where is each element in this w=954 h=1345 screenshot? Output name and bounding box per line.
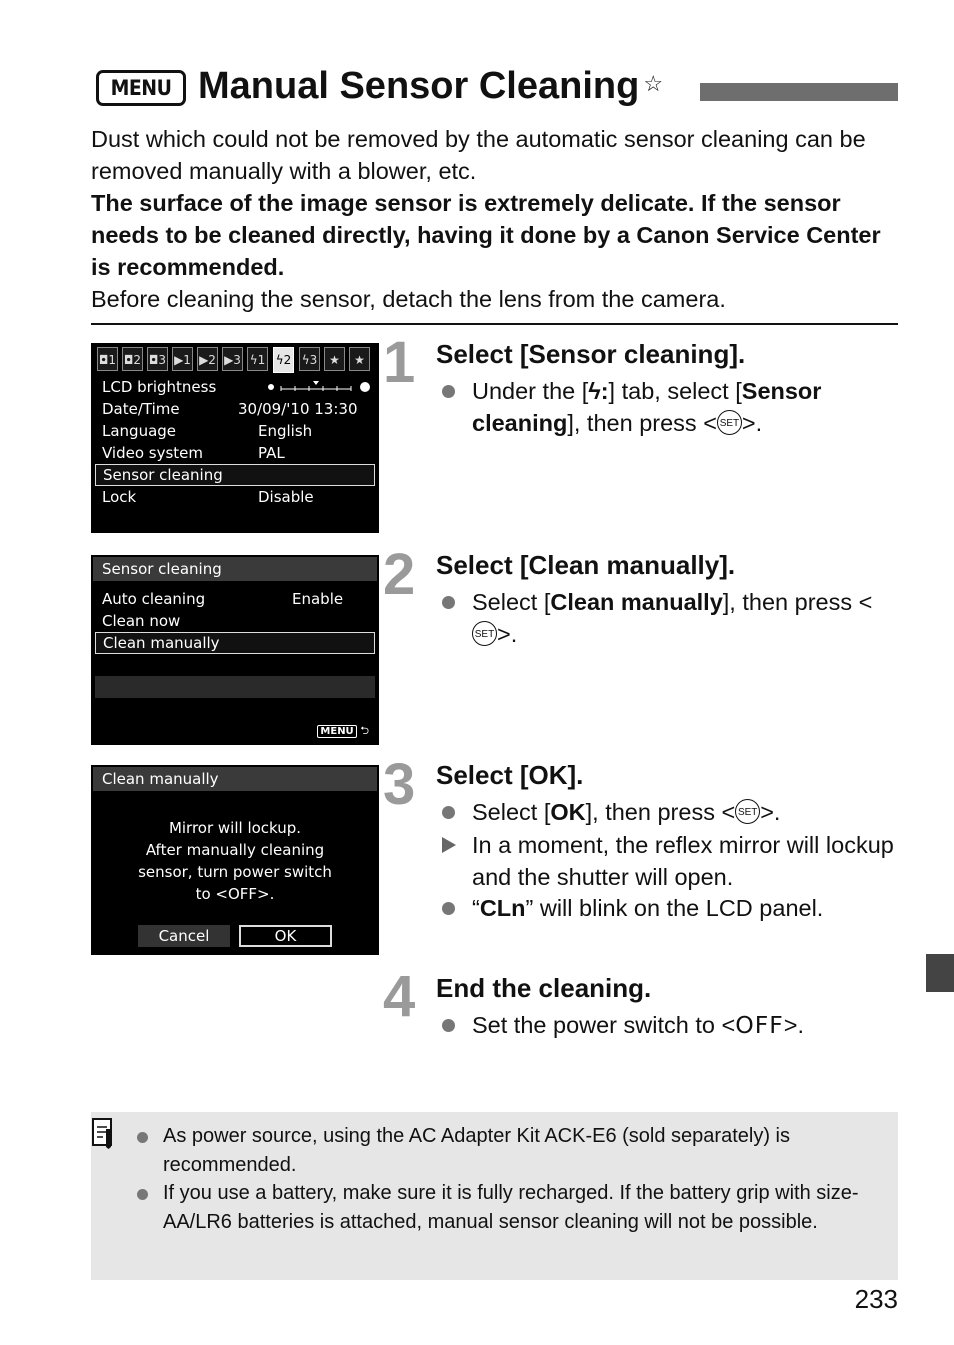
title-decor-bar [700,83,898,101]
text: As power source, using the AC Adapter Kit ACK-E6 (sold separately) is recommended. [163,1125,790,1176]
bullet-icon [442,806,455,819]
bullet-icon [442,596,455,609]
row-value: PAL [258,444,285,462]
bullet-icon [137,1189,148,1200]
return-icon: ⮌ [360,724,369,737]
off-switch-icon: OFF [735,1011,784,1039]
text: ] tab, select [ [608,378,742,404]
row-label: Sensor cleaning [103,466,223,484]
menu-return-hint[interactable] [317,722,369,741]
tab-shooting-3[interactable]: ◘3 [147,347,168,371]
intro-lens-note: Before cleaning the sensor, detach the lens from the camera. [91,286,726,312]
text: >. [741,410,763,436]
text: Under the [ [472,378,589,404]
ok-button[interactable]: OK [239,925,332,947]
row-label: Video system [102,444,204,462]
bullet-icon [442,902,455,915]
tab-my-menu[interactable]: ★ [349,347,370,371]
memo-icon [91,1115,117,1149]
menu-row-auto-cleaning[interactable] [95,588,375,610]
dialog-line: After manually cleaning [145,841,325,859]
tab-setup-3[interactable]: ϟ3 [299,347,320,371]
step-result [436,829,896,893]
step-title: Select [Clean manually]. [436,550,736,580]
screen-header: Clean manually [93,767,377,791]
intro [91,123,901,315]
cancel-button[interactable]: Cancel [138,925,230,947]
row-label: Auto cleaning [102,590,206,608]
step-instruction [436,586,896,650]
star-icon: ☆ [643,71,664,96]
divider [91,323,898,325]
menu-row-language[interactable] [95,420,375,442]
menu-row-lock[interactable] [95,486,375,508]
bullet-icon [442,385,455,398]
tab-playback-1[interactable]: ▶1 [172,347,193,371]
row-value: English [258,422,313,440]
row-label: Language [102,422,177,440]
tab-playback-3[interactable]: ▶3 [222,347,243,371]
menu-row-sensor-cleaning[interactable] [95,464,375,486]
step-title: Select [OK]. [436,760,584,790]
step-title: Select [Sensor cleaning]. [436,339,746,369]
lcd-screen-clean-manually [91,765,379,955]
text: Select [ [472,799,551,825]
intro-text: Dust which could not be removed by the automatic sensor cleaning can be removed manually with a blower, etc. [91,126,866,184]
menu-row-lcd-brightness[interactable] [95,376,375,398]
text: ” will blink on the LCD panel. [525,895,824,921]
row-label: LCD brightness [102,378,217,396]
text: >. [497,621,518,647]
text: >. [760,799,781,825]
menu-row-clean-now[interactable] [95,610,375,632]
set-button-icon: SET [717,410,742,435]
menu-button-icon: MENU [317,725,356,738]
bullet-icon [442,1019,455,1032]
text: In a moment, the reflex mirror will lockup and the shutter will open. [472,832,894,890]
tab-setup-1[interactable]: ϟ1 [247,347,268,371]
empty-row [95,676,375,698]
step-instruction [436,892,896,924]
row-label: Clean now [102,612,181,630]
text: OK [550,799,586,825]
dialog-message [91,817,379,905]
note-item [163,1122,888,1179]
intro-warning: The surface of the image sensor is extremely delicate. If the sensor needs to be cleaned directly, having it done by a Canon Service Center is recommended. [91,190,881,280]
brightness-slider-icon [265,381,375,393]
tab-custom[interactable]: ★ [324,347,345,371]
text: Select [ [472,589,551,615]
row-value: 30/09/'10 13:30 [238,400,358,418]
chapter-tab [926,954,954,992]
row-value: Disable [258,488,314,506]
dialog-line: to <OFF>. [195,885,275,903]
step-instruction [436,375,896,439]
setup-tab-icon: ϟ: [588,378,609,404]
step-number: 4 [383,964,416,1029]
row-label: Lock [102,488,137,506]
row-label: Date/Time [102,400,180,418]
text: ], then press < [722,589,873,615]
screen-header: Sensor cleaning [93,557,377,581]
step-number: 1 [383,330,416,395]
tab-shooting-2[interactable]: ◘2 [122,347,143,371]
set-button-icon: SET [472,621,497,646]
text: ], then press < [567,410,717,436]
step-number: 3 [383,752,416,817]
page-title [198,62,663,110]
text: Clean manually [550,589,723,615]
menu-row-video-system[interactable] [95,442,375,464]
note-box [91,1112,898,1280]
text: CLn [479,895,526,921]
step-number: 2 [383,542,416,607]
row-value: Enable [292,590,344,608]
menu-row-clean-manually[interactable] [95,632,375,654]
text: Set the power switch to < [472,1012,736,1038]
step-instruction [436,1009,896,1041]
menu-row-date-time[interactable] [95,398,375,420]
lcd-screen-sensor-cleaning [91,555,379,745]
text: >. [783,1012,805,1038]
note-item [163,1179,888,1236]
title-text: Manual Sensor Cleaning [198,65,640,107]
set-button-icon: SET [735,799,760,824]
result-arrow-icon [442,837,456,853]
lcd-screen-setup-menu [91,343,379,533]
tab-playback-2[interactable]: ▶2 [197,347,218,371]
text: “ [472,895,480,921]
dialog-line: sensor, turn power switch [138,863,332,881]
row-label: Clean manually [103,634,220,652]
text: If you use a battery, make sure it is fully recharged. If the battery grip with size-AA/LR6 batteries is attached, manual sensor cleaning will not be possible. [163,1182,859,1233]
dialog-line: Mirror will lockup. [168,819,302,837]
step-instruction [436,796,896,828]
tab-setup-2[interactable]: ϟ2 [273,347,294,373]
page-number: 233 [854,1284,898,1314]
menu-icon: MENU [96,70,186,106]
step-title: End the cleaning. [436,973,652,1003]
text: ], then press < [585,799,736,825]
bullet-icon [137,1132,148,1143]
tab-shooting-1[interactable]: ◘1 [97,347,118,371]
text: Sensor cleaning [472,378,822,436]
